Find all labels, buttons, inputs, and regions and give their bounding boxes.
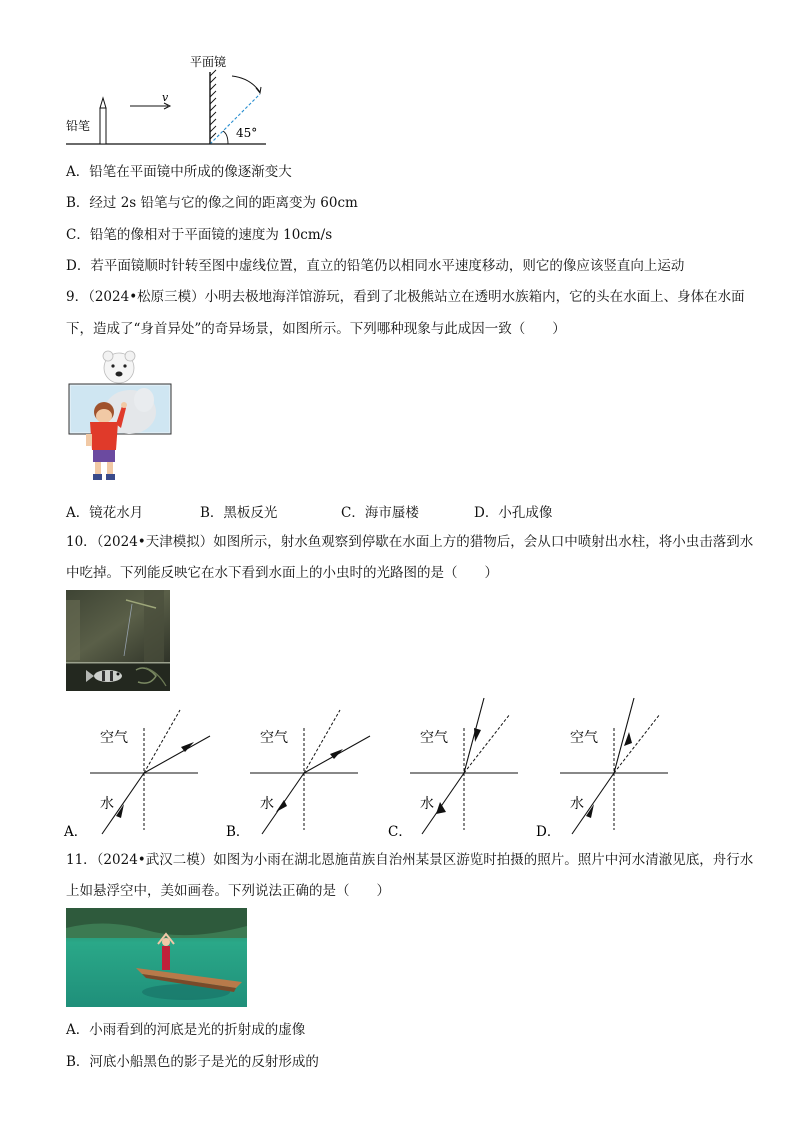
q10-stem-line2: 中吃掉。下列能反映它在水下看到水面上的小虫时的光路图的是（ ） [66, 565, 498, 581]
diagram-c-letter: C． [388, 824, 412, 840]
q11-stem-line1: 11．（2024•武汉二模）如图为小雨在湖北恩施苗族自治州某景区游览时拍摄的照片。照片中河水清澈见底，舟行水 [66, 852, 754, 868]
boat-river-photo [66, 908, 247, 1007]
diagram-d-air-label: 空气 [570, 730, 598, 746]
angle-label: 45° [236, 126, 258, 140]
bear-tank-picture [66, 350, 176, 486]
diagram-c-water-label: 水 [420, 796, 434, 812]
q8-option-d: D．若平面镜顺时针转至图中虚线位置，直立的铅笔仍以相同水平速度移动，则它的像应该竖直向上运动 [66, 258, 685, 274]
pencil-label: 铅笔 [66, 119, 91, 133]
diagram-a-air-label: 空气 [100, 730, 128, 746]
q11-option-a: A．小雨看到的河底是光的折射成的虚像 [66, 1022, 306, 1038]
q8-option-c: C．铅笔的像相对于平面镜的速度为 10cm/s [66, 227, 333, 243]
q9-stem-line2: 下，造成了“身首异处”的奇异场景，如图所示。下列哪种现象与此成因一致（ ） [66, 321, 566, 337]
diagram-b-water-label: 水 [260, 796, 274, 812]
q9-option-c: C．海市蜃楼 [341, 505, 419, 521]
mirror-label: 平面镜 [190, 55, 227, 69]
ray-diagram-d [532, 690, 682, 840]
pencil [100, 98, 106, 144]
mirror-pencil-figure [60, 48, 280, 150]
diagram-a-water-label: 水 [100, 796, 114, 812]
q9-option-a: A．镜花水月 [66, 505, 144, 521]
q8-option-a: A．铅笔在平面镜中所成的像逐渐变大 [66, 164, 292, 180]
q8-option-b: B．经过 2s 铅笔与它的像之间的距离变为 60cm [66, 195, 358, 211]
diagram-a-letter: A． [64, 824, 88, 840]
ray-diagram-c [382, 690, 532, 840]
q9-option-d: D．小孔成像 [474, 505, 553, 521]
q11-option-b: B．河底小船黑色的影子是光的反射形成的 [66, 1054, 319, 1070]
diagram-c-air-label: 空气 [420, 730, 448, 746]
diagram-d-letter: D． [536, 824, 561, 840]
archer-fish-photo [66, 590, 170, 691]
ray-diagram-b [222, 690, 372, 840]
velocity-label: v [162, 91, 169, 104]
q9-option-b: B．黑板反光 [200, 505, 278, 521]
diagram-d-water-label: 水 [570, 796, 584, 812]
angle-arc [223, 131, 228, 144]
q9-stem-line1: 9．（2024•松原三模）小明去极地海洋馆游玩，看到了北极熊站立在透明水族箱内，它的头在水面上、身体在水面 [66, 289, 745, 305]
diagram-b-letter: B． [226, 824, 250, 840]
q11-stem-line2: 上如悬浮空中，美如画卷。下列说法正确的是（ ） [66, 883, 390, 899]
rotation-arrow [232, 76, 260, 92]
q10-stem-line1: 10．（2024•天津模拟）如图所示，射水鱼观察到停歇在水面上方的猎物后，会从口中喷射出水柱，将小虫击落到水 [66, 534, 754, 550]
diagram-b-air-label: 空气 [260, 730, 288, 746]
ray-diagram-a [62, 690, 212, 840]
